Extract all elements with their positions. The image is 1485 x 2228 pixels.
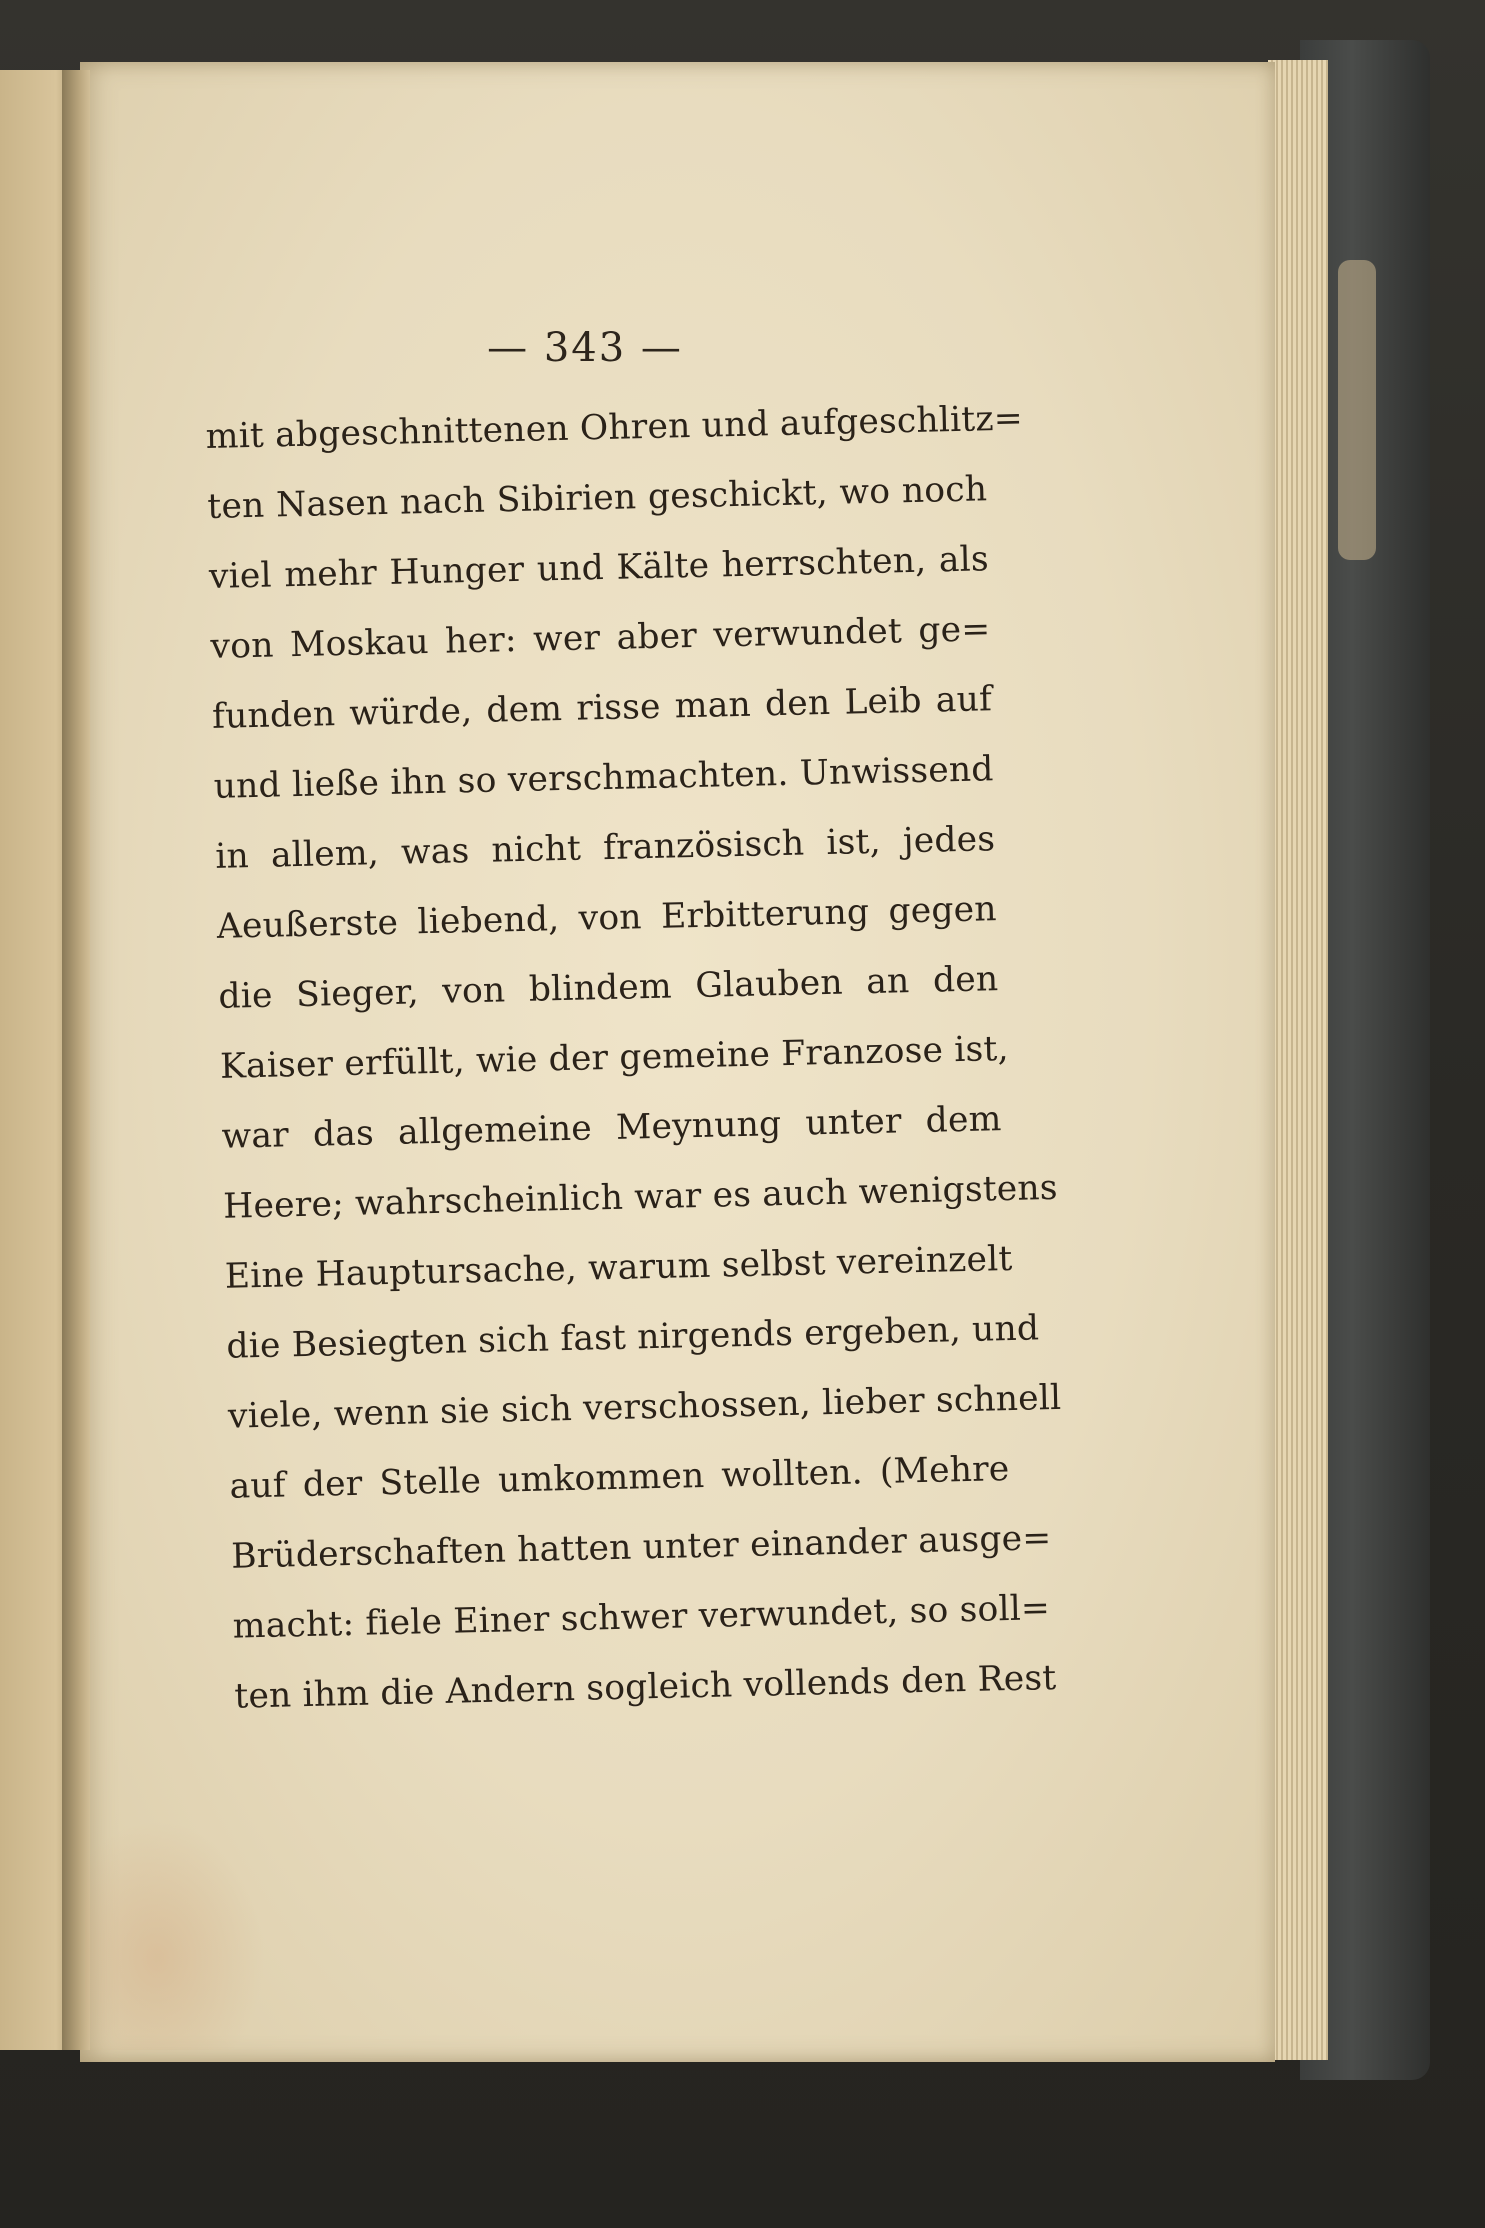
page-block-edges	[1268, 60, 1328, 2060]
text-line: viel mehr Hunger und Kälte herrschten, als	[208, 539, 990, 597]
text-line: auf der Stelle umkommen wollten. (Mehre	[229, 1449, 1010, 1507]
body-text	[205, 384, 1062, 1731]
text-line: und ließe ihn so verschmachten. Unwissend	[213, 749, 994, 807]
text-line: von Moskau her: wer aber verwundet ge=	[210, 609, 991, 667]
text-line: Kaiser erfüllt, wie der gemeine Franzose ist,	[219, 1028, 1010, 1087]
page-stain	[85, 1820, 265, 2050]
text-line: macht: fiele Einer schwer verwundet, so soll=	[232, 1588, 1051, 1647]
text-line: Brüderschaften hatten unter einander ausge=	[230, 1518, 1052, 1577]
text-line: Heere; wahrscheinlich war es auch wenigstens	[222, 1167, 1059, 1227]
text-line: in allem, was nicht französisch ist, jedes	[214, 819, 996, 877]
text-line: Aeußerste liebend, von Erbitterung gegen	[216, 889, 998, 947]
text-line: ten Nasen nach Sibirien geschickt, wo noch	[206, 469, 988, 527]
text-line: war das allgemeine Meynung unter dem	[221, 1099, 1002, 1157]
page-gutter	[62, 70, 90, 2050]
cover-wear-mark	[1338, 260, 1376, 560]
text-line: die Sieger, von blindem Glauben an den	[218, 959, 999, 1017]
text-line: funden würde, dem risse man den Leib auf	[211, 679, 993, 737]
page-number: — 343 —	[487, 325, 683, 371]
text-line: viele, wenn sie sich verschossen, lieber schnell	[227, 1377, 1062, 1437]
text-line: Eine Hauptursache, warum selbst vereinzelt	[224, 1238, 1013, 1297]
text-line: die Besiegten sich fast nirgends ergeben, und	[225, 1308, 1040, 1367]
text-line: mit abgeschnittenen Ohren und aufgeschlitz=	[205, 398, 1024, 457]
text-line: ten ihm die Andern sogleich vollends den Rest	[233, 1658, 1057, 1717]
